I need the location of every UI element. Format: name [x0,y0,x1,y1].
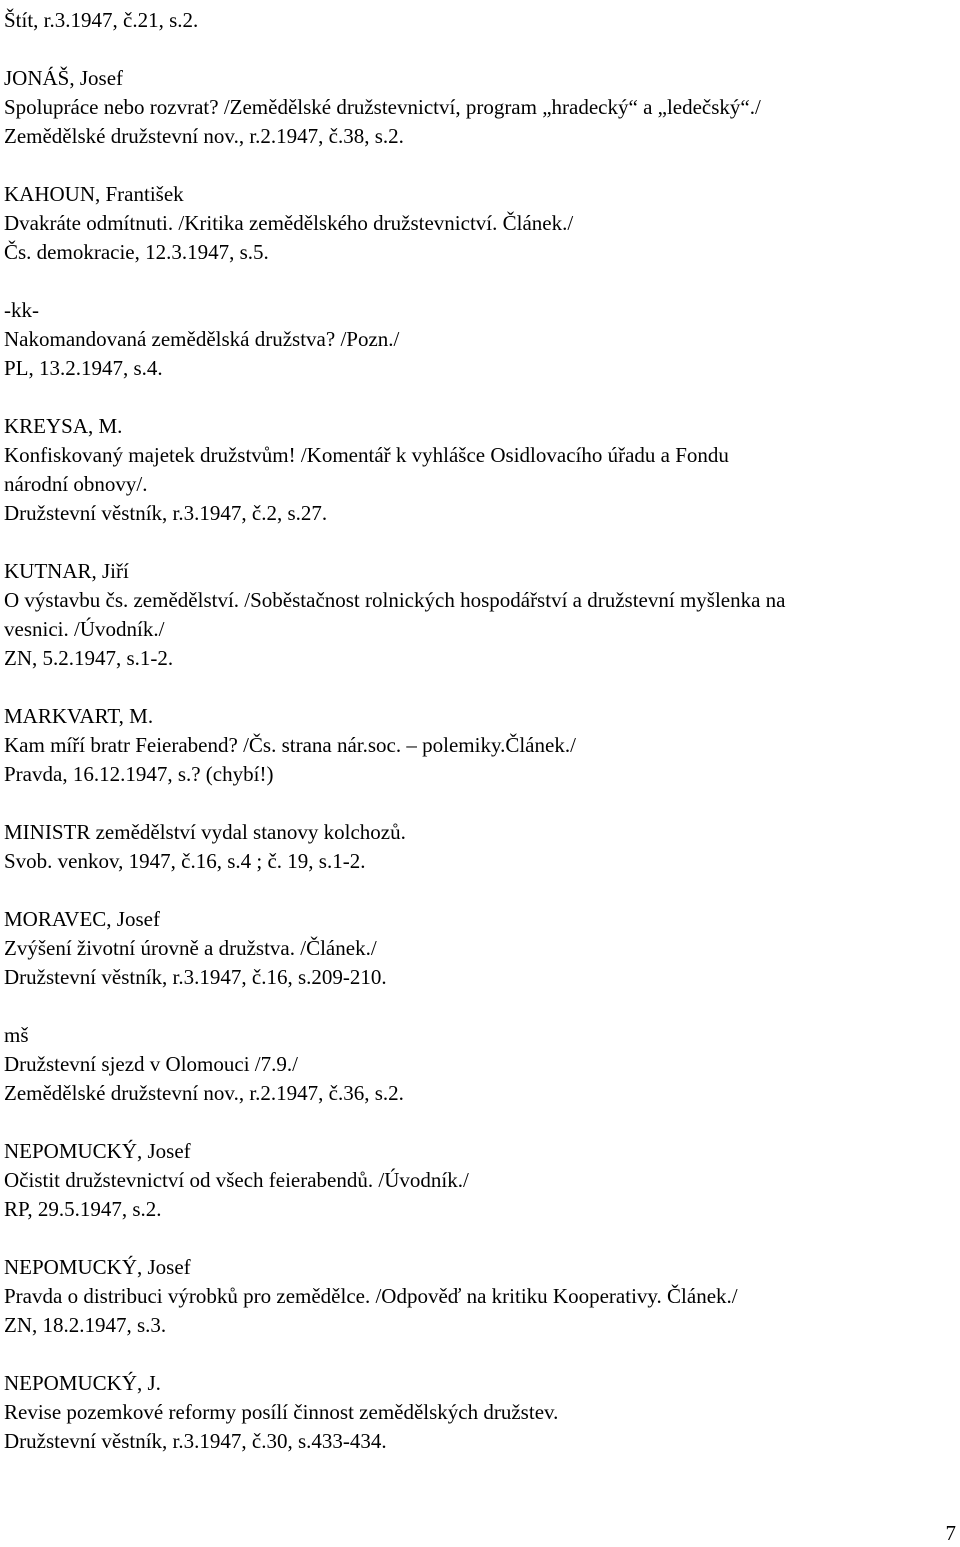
bibliography-entry [4,818,954,876]
entry-title: Kam míří bratr Feierabend? /Čs. strana nár.soc. – polemiky.Článek./ [4,733,576,757]
bibliography-entry [4,64,954,151]
entry-title: Konfiskovaný majetek družstvům! /Komentář k vyhlášce Osidlovacího úřadu a Fondu [4,443,729,467]
entry-author: NEPOMUCKÝ, J. [4,1371,161,1395]
entry-source: Pravda, 16.12.1947, s.? (chybí!) [4,762,274,786]
entry-title: Spolupráce nebo rozvrat? /Zemědělské družstevnictví, program „hradecký“ a „ledečský“./ [4,95,761,119]
bibliography-list [4,6,954,1485]
entry-author: mš [4,1023,29,1047]
entry-title: MINISTR zemědělství vydal stanovy kolchozů. [4,820,406,844]
entry-source: Družstevní věstník, r.3.1947, č.2, s.27. [4,501,328,525]
bibliography-entry [4,1369,954,1456]
entry-author: MORAVEC, Josef [4,907,160,931]
entry-author: KAHOUN, František [4,182,184,206]
entry-source: Svob. venkov, 1947, č.16, s.4 ; č. 19, s.1-2. [4,849,366,873]
entry-source: ZN, 5.2.1947, s.1-2. [4,646,174,670]
page-number: 7 [945,1521,956,1545]
entry-source: Čs. demokracie, 12.3.1947, s.5. [4,240,269,264]
entry-source: Družstevní věstník, r.3.1947, č.16, s.209-210. [4,965,387,989]
entry-author: NEPOMUCKÝ, Josef [4,1255,191,1279]
bibliography-entry [4,557,954,673]
entry-author: NEPOMUCKÝ, Josef [4,1139,191,1163]
entry-title: Pravda o distribuci výrobků pro zemědělce. /Odpověď na kritiku Kooperativy. Článek./ [4,1284,738,1308]
entry-title-continued: vesnici. /Úvodník./ [4,617,165,641]
entry-source: RP, 29.5.1947, s.2. [4,1197,162,1221]
entry-title: Družstevní sjezd v Olomouci /7.9./ [4,1052,298,1076]
entry-title: Dvakráte odmítnuti. /Kritika zemědělského družstevnictví. Článek./ [4,211,574,235]
entry-title: Zvýšení životní úrovně a družstva. /Článek./ [4,936,377,960]
entry-title: O výstavbu čs. zemědělství. /Soběstačnost rolnických hospodářství a družstevní myšlenka na [4,588,786,612]
entry-author: KUTNAR, Jiří [4,559,129,583]
bibliography-entry [4,1253,954,1340]
entry-author: MARKVART, M. [4,704,154,728]
bibliography-entry [4,296,954,383]
entry-title: Nakomandovaná zemědělská družstva? /Pozn./ [4,327,400,351]
bibliography-entry [4,180,954,267]
entry-source: Zemědělské družstevní nov., r.2.1947, č.36, s.2. [4,1081,404,1105]
bibliography-entry [4,1021,954,1108]
entry-author: -kk- [4,298,39,322]
bibliography-entry [4,905,954,992]
entry-source: Družstevní věstník, r.3.1947, č.30, s.433-434. [4,1429,387,1453]
entry-source: Zemědělské družstevní nov., r.2.1947, č.38, s.2. [4,124,404,148]
bibliography-entry-continuation [4,6,954,35]
entry-author: KREYSA, M. [4,414,123,438]
entry-title: Revise pozemkové reformy posílí činnost zemědělských družstev. [4,1400,559,1424]
entry-title: Očistit družstevnictví od všech feierabendů. /Úvodník./ [4,1168,469,1192]
entry-line: Štít, r.3.1947, č.21, s.2. [4,8,199,32]
bibliography-entry [4,412,954,528]
entry-source: ZN, 18.2.1947, s.3. [4,1313,167,1337]
entry-author: JONÁŠ, Josef [4,66,124,90]
bibliography-entry [4,1137,954,1224]
entry-source: PL, 13.2.1947, s.4. [4,356,163,380]
bibliography-entry [4,702,954,789]
entry-title-continued: národní obnovy/. [4,472,148,496]
